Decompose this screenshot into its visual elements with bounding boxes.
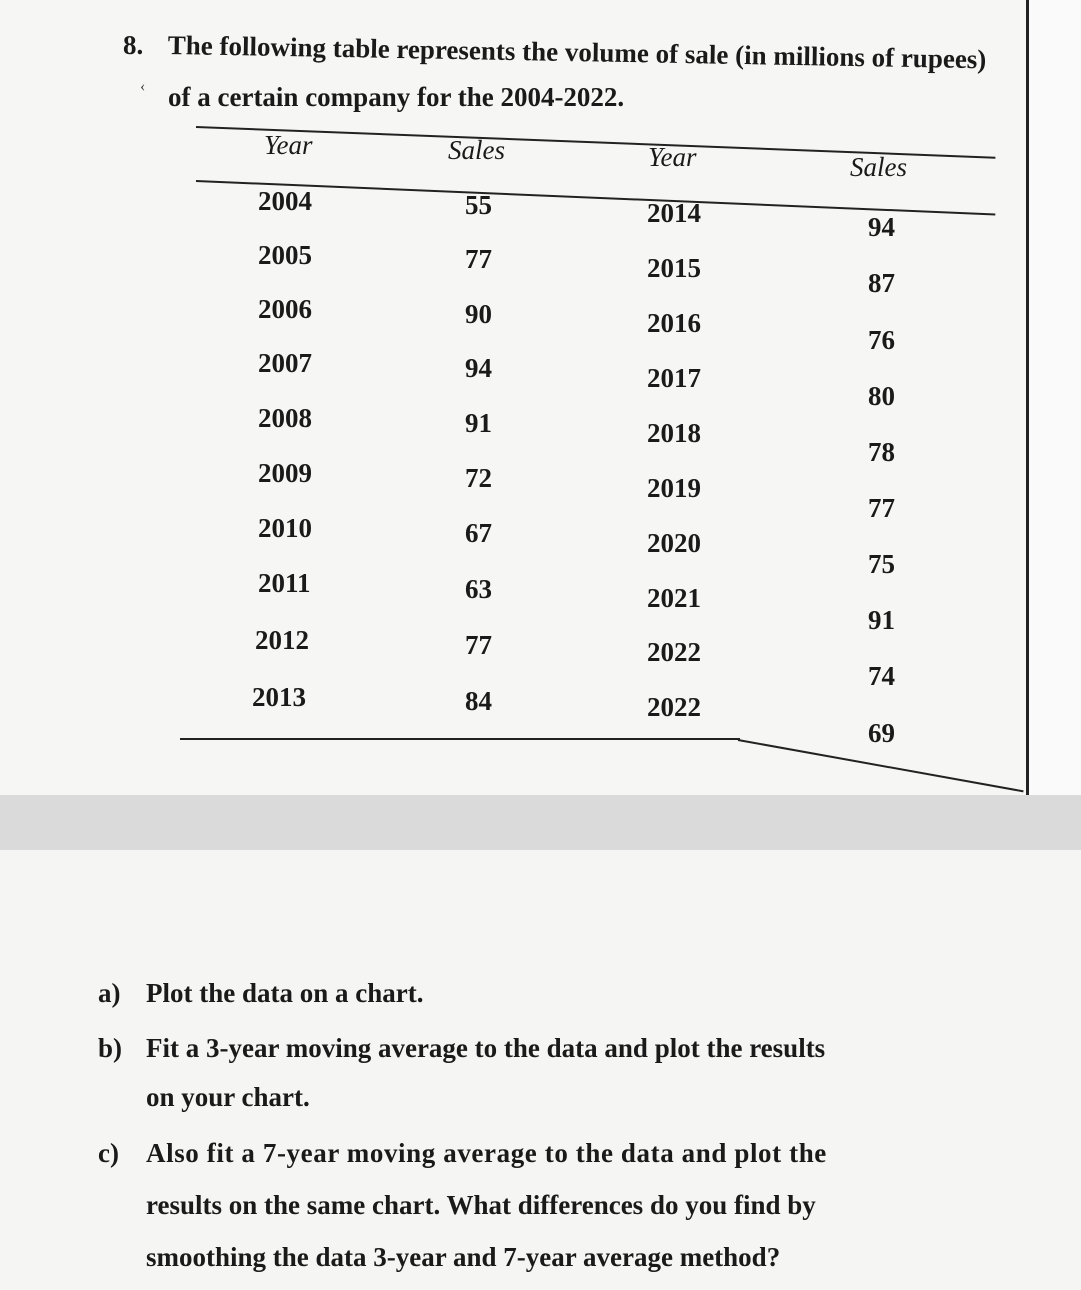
header-sales-right: Sales xyxy=(850,152,907,182)
table-cell-sales: 91 xyxy=(465,408,492,438)
table-cell-year: 2016 xyxy=(647,308,701,338)
header-year-left: Year xyxy=(264,130,313,160)
table-cell-year: 2008 xyxy=(258,403,312,433)
table-cell-sales: 77 xyxy=(465,630,492,660)
table-cell-year: 2015 xyxy=(647,253,701,283)
page-gap-band xyxy=(0,795,1081,850)
table-cell-year: 2007 xyxy=(258,348,312,378)
table-cell-sales: 80 xyxy=(868,381,895,411)
part-c-label: c) xyxy=(98,1138,119,1168)
table-cell-sales: 90 xyxy=(465,299,492,329)
table-cell-year: 2012 xyxy=(255,625,309,655)
table-cell-year: 2009 xyxy=(258,458,312,488)
table-cell-year: 2020 xyxy=(647,528,701,558)
table-cell-year: 2022 xyxy=(647,637,701,667)
header-sales-left: Sales xyxy=(448,135,505,165)
part-b-label: b) xyxy=(98,1033,123,1063)
table-cell-sales: 55 xyxy=(465,190,492,220)
part-b-text: Fit a 3-year moving average to the data and plot the results xyxy=(146,1033,826,1063)
part-c-text: Also fit a 7-year moving average to the data and plot the xyxy=(146,1138,827,1168)
table-cell-sales: 63 xyxy=(465,574,492,604)
part-b-cont: on your chart. xyxy=(146,1082,310,1112)
table-cell-year: 2004 xyxy=(258,186,312,216)
page-margin xyxy=(1029,0,1081,795)
table-cell-year: 2021 xyxy=(647,583,701,613)
part-a-label: a) xyxy=(98,978,121,1008)
table-cell-year: 2005 xyxy=(258,240,312,270)
table-cell-sales: 67 xyxy=(465,518,492,548)
table-cell-sales: 94 xyxy=(868,212,895,242)
table-cell-year: 2019 xyxy=(647,473,701,503)
table-cell-year: 2022 xyxy=(647,692,701,722)
table-cell-sales: 76 xyxy=(868,325,895,355)
header-year-right: Year xyxy=(648,142,697,172)
table-cell-year: 2018 xyxy=(647,418,701,448)
question-text-line2: of a certain company for the 2004-2022. xyxy=(168,82,625,112)
part-c-cont2: smoothing the data 3-year and 7-year average method? xyxy=(146,1242,781,1272)
margin-mark: ‹ xyxy=(140,78,146,95)
table-cell-sales: 77 xyxy=(465,244,492,274)
table-cell-sales: 94 xyxy=(465,353,492,383)
question-number: 8. xyxy=(123,30,144,60)
table-cell-year: 2010 xyxy=(258,513,312,543)
table-cell-year: 2006 xyxy=(258,294,312,324)
table-cell-sales: 87 xyxy=(868,268,895,298)
table-cell-year: 2013 xyxy=(252,682,306,712)
table-cell-sales: 69 xyxy=(868,718,895,748)
table-cell-year: 2017 xyxy=(647,363,701,393)
part-a-text: Plot the data on a chart. xyxy=(146,978,424,1008)
table-cell-sales: 78 xyxy=(868,437,895,467)
table-cell-year: 2014 xyxy=(647,198,701,228)
table-cell-sales: 75 xyxy=(868,549,895,579)
page-edge-line xyxy=(1026,0,1029,795)
bottom-page xyxy=(0,850,1081,1290)
part-c-cont: results on the same chart. What differences do you find by xyxy=(146,1190,816,1220)
table-cell-sales: 72 xyxy=(465,463,492,493)
table-cell-year: 2011 xyxy=(258,568,311,598)
question-text-line1: The following table represents the volume of sale (in millions of rupees) xyxy=(167,30,987,75)
table-cell-sales: 84 xyxy=(465,686,492,716)
table-cell-sales: 77 xyxy=(868,493,895,523)
table-cell-sales: 74 xyxy=(868,661,895,691)
table-bottom-rule-left xyxy=(180,738,740,740)
table-cell-sales: 91 xyxy=(868,605,895,635)
